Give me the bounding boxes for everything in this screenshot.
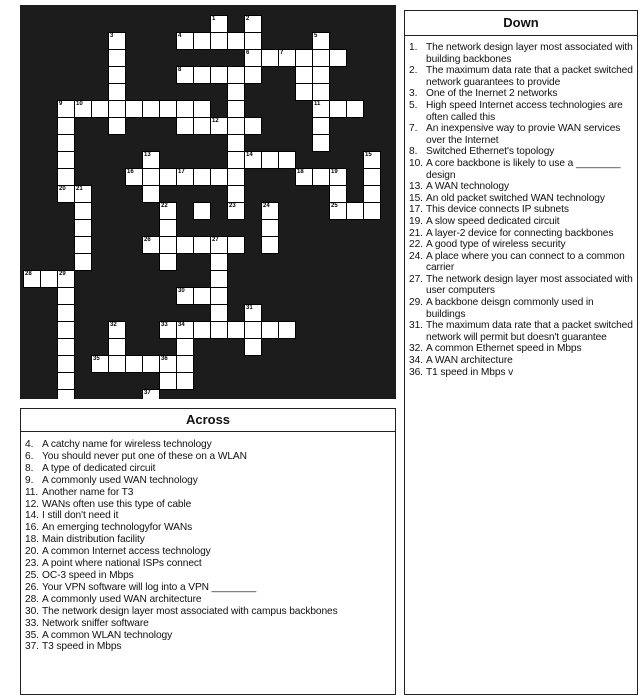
grid-cell[interactable] — [57, 100, 75, 118]
down-clue — [409, 181, 635, 193]
down-clues-panel — [404, 10, 638, 695]
clue-number: 36. — [409, 366, 423, 378]
grid-cell[interactable] — [227, 83, 245, 101]
clue-number: 30. — [25, 605, 39, 617]
down-clue — [409, 204, 635, 216]
cell-number: 14 — [246, 152, 253, 158]
cell-number: 33 — [161, 322, 168, 328]
grid-cell[interactable] — [74, 219, 92, 237]
down-clue — [409, 146, 635, 158]
down-clue — [409, 123, 635, 146]
clue-text: A layer-2 device for connecting backbones — [426, 227, 614, 239]
grid-cell[interactable] — [176, 168, 194, 186]
grid-cell[interactable] — [227, 151, 245, 169]
grid-cell[interactable] — [312, 117, 330, 135]
clue-text: High speed Internet access technologies are often called this — [426, 99, 623, 123]
clue-number: 34. — [409, 355, 423, 367]
grid-cell[interactable] — [108, 83, 126, 101]
grid-cell[interactable] — [227, 321, 245, 339]
grid-cell[interactable] — [57, 270, 75, 288]
grid-cell[interactable] — [227, 168, 245, 186]
grid-cell[interactable] — [363, 202, 381, 220]
clue-number: 2. — [409, 65, 418, 77]
grid-cell[interactable] — [210, 321, 228, 339]
grid-cell[interactable] — [261, 236, 279, 254]
cell-number: 9 — [59, 101, 63, 107]
clue-text: I still don't need it — [42, 510, 119, 522]
clue-number: 10. — [409, 157, 423, 169]
grid-cell[interactable] — [176, 372, 194, 390]
grid-cell[interactable] — [193, 117, 211, 135]
grid-cell[interactable] — [261, 202, 279, 220]
across-clue — [25, 534, 393, 546]
clue-text: An inexpensive way to provie WAN services over the Internet — [426, 123, 621, 146]
grid-cell[interactable] — [159, 355, 177, 373]
grid-cell[interactable] — [193, 168, 211, 186]
clue-text: A slow speed dedicated circuit — [426, 215, 560, 227]
cell-number: 13 — [144, 152, 151, 158]
clue-number: 20. — [25, 546, 39, 558]
grid-cell[interactable] — [261, 219, 279, 237]
cell-number: 11 — [314, 101, 321, 107]
grid-cell[interactable] — [176, 117, 194, 135]
grid-cell[interactable] — [295, 49, 313, 67]
grid-cell[interactable] — [329, 202, 347, 220]
clue-number: 15. — [409, 192, 423, 204]
grid-cell[interactable] — [57, 287, 75, 305]
cell-number: 16 — [127, 169, 134, 175]
grid-cell[interactable] — [244, 338, 262, 356]
grid-cell[interactable] — [295, 83, 313, 101]
grid-cell[interactable] — [227, 236, 245, 254]
grid-cell[interactable] — [329, 49, 347, 67]
grid-cell[interactable] — [159, 236, 177, 254]
clue-text: A commonly used WAN technology — [42, 474, 198, 486]
down-clue — [409, 320, 635, 343]
across-clue — [25, 451, 393, 463]
clue-number: 5. — [409, 99, 418, 111]
across-clue — [25, 510, 393, 522]
across-clue — [25, 558, 393, 570]
clue-number: 8. — [25, 462, 34, 474]
grid-cell[interactable] — [57, 151, 75, 169]
clue-number: 17. — [409, 204, 423, 216]
down-clue — [409, 367, 635, 379]
grid-cell[interactable] — [227, 117, 245, 135]
clue-number: 32. — [409, 343, 423, 355]
grid-cell[interactable] — [142, 389, 160, 399]
grid-cell[interactable] — [57, 168, 75, 186]
cell-number: 20 — [59, 186, 66, 192]
clue-text: T3 speed in Mbps — [42, 641, 122, 653]
grid-cell[interactable] — [23, 270, 41, 288]
down-clue — [409, 343, 635, 355]
clue-text: A WAN technology — [426, 181, 509, 193]
across-clue — [25, 570, 393, 582]
clue-number: 25. — [25, 569, 39, 581]
grid-cell[interactable] — [142, 236, 160, 254]
down-clue — [409, 216, 635, 228]
across-clue — [25, 522, 393, 534]
cell-number: 22 — [161, 203, 168, 209]
grid-cell[interactable] — [91, 100, 109, 118]
grid-cell[interactable] — [210, 270, 228, 288]
grid-cell[interactable] — [278, 151, 296, 169]
clue-number: 11. — [25, 486, 39, 498]
clue-number: 1. — [409, 42, 418, 53]
grid-cell[interactable] — [227, 202, 245, 220]
clue-text: A backbone deisgn commonly used in buildings — [426, 297, 594, 320]
cell-number: 7 — [280, 50, 284, 56]
clue-number: 23. — [25, 558, 39, 570]
grid-cell[interactable] — [108, 49, 126, 67]
clue-text: A point where national ISPs connect — [42, 558, 202, 570]
down-heading: Down — [405, 11, 637, 36]
across-clue — [25, 641, 393, 653]
down-clue — [409, 297, 635, 320]
cell-number: 2 — [246, 16, 250, 22]
down-clue — [409, 65, 635, 88]
grid-cell[interactable] — [295, 168, 313, 186]
grid-cell[interactable] — [227, 134, 245, 152]
grid-cell[interactable] — [142, 185, 160, 203]
grid-cell[interactable] — [210, 168, 228, 186]
down-clue — [409, 158, 635, 181]
clue-text: A common Internet access technology — [42, 546, 211, 558]
cell-number: 26 — [144, 237, 151, 243]
cell-number: 24 — [263, 203, 270, 209]
clue-number: 3. — [409, 88, 418, 100]
grid-cell[interactable] — [312, 32, 330, 50]
clue-number: 33. — [25, 617, 39, 629]
clue-text: The network design layer most associated with building backbones — [426, 42, 633, 65]
grid-cell[interactable] — [210, 253, 228, 271]
grid-cell[interactable] — [108, 66, 126, 84]
clue-number: 31. — [409, 320, 423, 332]
across-clue — [25, 630, 393, 642]
grid-cell[interactable] — [193, 321, 211, 339]
grid-cell[interactable] — [57, 355, 75, 373]
across-clue-list — [21, 432, 395, 653]
grid-cell[interactable] — [261, 49, 279, 67]
cell-number: 12 — [212, 118, 219, 124]
grid-cell[interactable] — [40, 270, 58, 288]
clue-text: A place where you can connect to a common carrier — [426, 250, 625, 274]
across-clues-panel — [20, 408, 396, 695]
grid-cell[interactable] — [210, 66, 228, 84]
grid-cell[interactable] — [159, 321, 177, 339]
clue-number: 35. — [25, 629, 39, 641]
grid-cell[interactable] — [278, 49, 296, 67]
cell-number: 25 — [331, 203, 338, 209]
grid-cell[interactable] — [346, 202, 364, 220]
across-clue — [25, 439, 393, 451]
clue-number: 19. — [409, 215, 423, 227]
down-clue — [409, 100, 635, 123]
clue-number: 24. — [409, 250, 423, 262]
grid-cell[interactable] — [346, 100, 364, 118]
grid-cell[interactable] — [57, 321, 75, 339]
cell-number: 15 — [365, 152, 372, 158]
clue-text: A type of dedicated circuit — [42, 462, 156, 474]
grid-cell[interactable] — [57, 338, 75, 356]
grid-cell[interactable] — [210, 32, 228, 50]
grid-cell[interactable] — [91, 355, 109, 373]
grid-cell[interactable] — [193, 202, 211, 220]
grid-cell[interactable] — [74, 100, 92, 118]
grid-cell[interactable] — [244, 15, 262, 33]
grid-cell[interactable] — [159, 168, 177, 186]
grid-cell[interactable] — [227, 185, 245, 203]
across-clue — [25, 618, 393, 630]
across-clue — [25, 463, 393, 475]
grid-cell[interactable] — [159, 100, 177, 118]
grid-cell[interactable] — [74, 185, 92, 203]
cell-number: 30 — [178, 288, 185, 294]
grid-cell[interactable] — [210, 287, 228, 305]
grid-cell[interactable] — [244, 151, 262, 169]
grid-cell[interactable] — [244, 321, 262, 339]
grid-cell[interactable] — [244, 49, 262, 67]
grid-cell[interactable] — [176, 236, 194, 254]
grid-cell[interactable] — [57, 389, 75, 399]
grid-cell[interactable] — [278, 321, 296, 339]
grid-cell[interactable] — [227, 66, 245, 84]
clue-text: The network design layer most associated with user computers — [426, 273, 633, 297]
grid-cell[interactable] — [193, 287, 211, 305]
across-clue — [25, 499, 393, 511]
grid-cell[interactable] — [108, 100, 126, 118]
cell-number: 29 — [59, 271, 66, 277]
clue-text: A good type of wireless security — [426, 239, 566, 251]
grid-cell[interactable] — [159, 202, 177, 220]
clue-number: 14. — [25, 510, 39, 522]
cell-number: 21 — [76, 186, 83, 192]
grid-cell[interactable] — [142, 355, 160, 373]
grid-cell[interactable] — [261, 321, 279, 339]
grid-cell[interactable] — [261, 151, 279, 169]
grid-cell[interactable] — [244, 66, 262, 84]
grid-cell[interactable] — [159, 219, 177, 237]
crossword-grid — [20, 5, 396, 399]
grid-cell[interactable] — [210, 117, 228, 135]
grid-cell[interactable] — [244, 304, 262, 322]
grid-cell[interactable] — [329, 168, 347, 186]
clue-number: 37. — [25, 641, 39, 653]
grid-cell[interactable] — [193, 236, 211, 254]
down-clue — [409, 355, 635, 367]
clue-text: Main distribution facility — [42, 534, 145, 546]
cell-number: 17 — [178, 169, 185, 175]
clue-number: 6. — [25, 450, 34, 462]
grid-cell[interactable] — [244, 32, 262, 50]
clue-number: 7. — [409, 123, 418, 135]
clue-number: 26. — [25, 581, 39, 593]
cell-number: 3 — [110, 33, 114, 39]
grid-cell[interactable] — [329, 185, 347, 203]
grid-cell[interactable] — [312, 49, 330, 67]
grid-cell[interactable] — [193, 32, 211, 50]
across-clue — [25, 582, 393, 594]
clue-number: 22. — [409, 239, 423, 251]
cell-number: 4 — [178, 33, 182, 39]
clue-text: Your VPN software will log into a VPN ________ — [42, 581, 257, 593]
grid-cell[interactable] — [176, 287, 194, 305]
grid-cell[interactable] — [125, 168, 143, 186]
grid-cell[interactable] — [210, 304, 228, 322]
grid-cell[interactable] — [142, 168, 160, 186]
grid-cell[interactable] — [363, 185, 381, 203]
down-clue — [409, 239, 635, 251]
grid-cell[interactable] — [363, 168, 381, 186]
clue-text: The maximum data rate that a packet switched network will permit but doesn't guarantee — [426, 320, 633, 343]
clue-number: 27. — [409, 273, 423, 285]
cell-number: 8 — [178, 67, 182, 73]
grid-cell[interactable] — [108, 321, 126, 339]
grid-cell[interactable] — [227, 100, 245, 118]
grid-cell[interactable] — [74, 202, 92, 220]
clue-text: T1 speed in Mbps v — [426, 366, 514, 378]
cell-number: 19 — [331, 169, 338, 175]
grid-cell[interactable] — [176, 321, 194, 339]
clue-text: WANs often use this type of cable — [42, 498, 192, 510]
down-clue — [409, 88, 635, 100]
across-clue — [25, 606, 393, 618]
grid-cell[interactable] — [176, 66, 194, 84]
cell-number: 6 — [246, 50, 250, 56]
down-clue — [409, 251, 635, 274]
grid-cell[interactable] — [57, 117, 75, 135]
clue-text: The network design layer most associated with campus backbones — [42, 605, 338, 617]
clue-text: An emerging technologyfor WANs — [42, 522, 193, 534]
cell-number: 28 — [25, 271, 32, 277]
grid-cell[interactable] — [227, 32, 245, 50]
grid-cell[interactable] — [108, 117, 126, 135]
clue-text: One of the Inernet 2 networks — [426, 88, 558, 100]
grid-cell[interactable] — [210, 15, 228, 33]
grid-cell[interactable] — [193, 100, 211, 118]
grid-cell[interactable] — [125, 355, 143, 373]
cell-number: 36 — [161, 356, 168, 362]
grid-cell[interactable] — [108, 32, 126, 50]
clue-number: 4. — [25, 439, 34, 450]
clue-number: 16. — [25, 522, 39, 534]
clue-number: 9. — [25, 474, 34, 486]
clue-number: 8. — [409, 146, 418, 158]
cell-number: 1 — [212, 16, 216, 22]
clue-text: A WAN architecture — [426, 355, 513, 367]
grid-cell[interactable] — [57, 372, 75, 390]
grid-cell[interactable] — [363, 151, 381, 169]
cell-number: 32 — [110, 322, 117, 328]
down-clue-list — [405, 36, 637, 378]
cell-number: 35 — [93, 356, 100, 362]
down-clue — [409, 193, 635, 205]
grid-cell[interactable] — [312, 66, 330, 84]
clue-number: 18. — [25, 534, 39, 546]
cell-number: 27 — [212, 237, 219, 243]
clue-text: A commonly used WAN architecture — [42, 593, 202, 605]
grid-cell[interactable] — [159, 253, 177, 271]
clue-text: A core backbone is likely to use a ________ design — [426, 157, 621, 181]
clue-text: This device connects IP subnets — [426, 204, 569, 216]
clue-number: 12. — [25, 498, 39, 510]
grid-cell[interactable] — [125, 100, 143, 118]
grid-cell[interactable] — [74, 236, 92, 254]
grid-cell[interactable] — [329, 100, 347, 118]
clue-text: An old packet switched WAN technology — [426, 192, 605, 204]
clue-text: Network sniffer software — [42, 617, 149, 629]
clue-number: 29. — [409, 297, 423, 309]
across-clue — [25, 546, 393, 558]
clue-text: Another name for T3 — [42, 486, 134, 498]
cell-number: 37 — [144, 390, 151, 396]
grid-cell[interactable] — [312, 168, 330, 186]
grid-cell[interactable] — [57, 304, 75, 322]
across-heading: Across — [21, 409, 395, 432]
down-clue — [409, 42, 635, 65]
grid-cell[interactable] — [176, 338, 194, 356]
clue-text: A catchy name for wireless technology — [42, 439, 212, 450]
grid-cell[interactable] — [244, 117, 262, 135]
grid-cell[interactable] — [159, 372, 177, 390]
clue-text: OC-3 speed in Mbps — [42, 569, 134, 581]
down-clue — [409, 228, 635, 240]
across-clue — [25, 487, 393, 499]
grid-cell[interactable] — [176, 32, 194, 50]
grid-cell[interactable] — [108, 338, 126, 356]
grid-cell[interactable] — [295, 66, 313, 84]
grid-cell[interactable] — [312, 83, 330, 101]
clue-number: 13. — [409, 181, 423, 193]
cell-number: 23 — [229, 203, 236, 209]
clue-text: The maximum data rate that a packet switched network guarantees to provide — [426, 65, 633, 88]
cell-number: 10 — [76, 101, 83, 107]
clue-text: You should never put one of these on a WLAN — [42, 450, 247, 462]
grid-cell[interactable] — [57, 185, 75, 203]
across-clue — [25, 594, 393, 606]
across-clue — [25, 475, 393, 487]
grid-cell[interactable] — [57, 134, 75, 152]
cell-number: 18 — [297, 169, 304, 175]
clue-text: Switched Ethernet's topology — [426, 146, 555, 158]
grid-cell[interactable] — [176, 100, 194, 118]
clue-number: 21. — [409, 227, 423, 239]
grid-cell[interactable] — [108, 355, 126, 373]
cell-number: 5 — [314, 33, 318, 39]
cell-number: 31 — [246, 305, 253, 311]
grid-cell[interactable] — [142, 151, 160, 169]
clue-text: A common Ethernet speed in Mbps — [426, 343, 582, 355]
cell-number: 34 — [178, 322, 185, 328]
clue-number: 28. — [25, 593, 39, 605]
grid-cell[interactable] — [312, 100, 330, 118]
grid-cell[interactable] — [176, 355, 194, 373]
grid-cell[interactable] — [142, 100, 160, 118]
grid-cell[interactable] — [193, 66, 211, 84]
clue-text: A common WLAN technology — [42, 629, 173, 641]
down-clue — [409, 274, 635, 297]
grid-cell[interactable] — [210, 236, 228, 254]
grid-cell[interactable] — [74, 253, 92, 271]
grid-cell[interactable] — [312, 134, 330, 152]
